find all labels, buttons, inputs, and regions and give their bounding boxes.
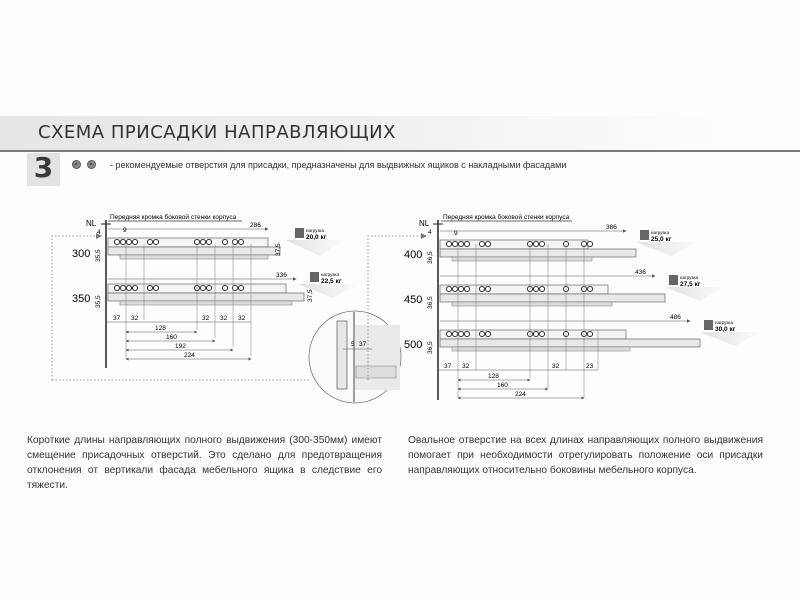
weight-icon: [669, 275, 678, 285]
slide-rail-body: [440, 249, 636, 257]
slide-height: 36,5: [427, 251, 434, 264]
slide-height: 35,5: [95, 249, 102, 262]
load-value: 30,0 кг: [715, 326, 736, 333]
side-height: 37,5: [307, 289, 314, 302]
mounting-hole-icon: [479, 286, 484, 291]
mounting-hole-icon: [153, 239, 158, 244]
slide-rail-bottom: [452, 257, 592, 261]
mounting-hole-icon: [206, 239, 211, 244]
arrow-icon: [421, 233, 427, 239]
load-label: нагрузка: [306, 228, 324, 233]
slide-length: 400: [404, 249, 423, 261]
slide-rail-bottom: [120, 301, 292, 305]
mounting-hole-icon: [238, 239, 243, 244]
mounting-hole-icon: [147, 239, 152, 244]
mounting-hole-icon: [446, 331, 451, 336]
slide-rail-bottom: [452, 347, 630, 351]
detail-slide: [356, 366, 396, 378]
cum-dim-label: 128: [488, 373, 499, 380]
mounting-hole-icon: [147, 285, 152, 290]
slide-length: 300: [72, 248, 91, 260]
mounting-hole-icon: [485, 331, 490, 336]
load-arrow-icon: [285, 240, 345, 256]
nl-label: NL: [86, 219, 97, 228]
mounting-hole-icon: [587, 241, 592, 246]
slide-rail-body: [108, 293, 304, 301]
offset-top-label: 4: [97, 229, 101, 236]
mounting-hole-icon: [446, 241, 451, 246]
dim-label: 32: [462, 363, 470, 370]
load-value: 25,0 кг: [651, 236, 672, 243]
weight-icon: [704, 320, 713, 330]
mounting-hole-icon: [153, 285, 158, 290]
detail-magnifier: [52, 311, 401, 403]
cabinet-side: [355, 325, 400, 390]
side-height: 37,5: [275, 243, 282, 256]
cum-dim-label: 224: [515, 391, 526, 398]
bottom-dims: [106, 315, 251, 359]
travel-label: 286: [250, 222, 261, 229]
dim-label: 32: [238, 315, 246, 322]
dim-label: 32: [552, 363, 560, 370]
cum-dim-label: 160: [497, 382, 508, 389]
slide-height: 36,5: [427, 296, 434, 309]
nl-label: NL: [419, 219, 430, 228]
mounting-hole-icon: [479, 241, 484, 246]
cum-dim-label: 128: [155, 325, 166, 332]
slide-length: 350: [72, 293, 91, 305]
detail-offset-b: 37: [359, 341, 367, 348]
slide-height: 35,5: [95, 295, 102, 308]
weight-icon: [310, 272, 319, 282]
mounting-hole-icon: [114, 285, 119, 290]
mounting-hole-icon: [132, 239, 137, 244]
mounting-hole-icon: [587, 286, 592, 291]
front-edge-label: Передняя кромка боковой стенки корпуса: [443, 214, 570, 221]
facade-panel: [337, 321, 347, 389]
mounting-hole-icon: [464, 241, 469, 246]
dim-label: 37: [113, 315, 121, 322]
dim-label: 32: [131, 315, 139, 322]
dim-label: 37: [444, 363, 452, 370]
mounting-hole-icon: [464, 331, 469, 336]
mounting-hole-icon: [200, 239, 205, 244]
mounting-hole-icon: [479, 331, 484, 336]
mounting-hole-icon: [132, 285, 137, 290]
travel-label: 336: [276, 272, 287, 279]
load-value: 20,0 кг: [306, 234, 327, 241]
cum-dim-label: 192: [175, 343, 186, 350]
right-diagram: [368, 213, 760, 400]
load-label: нагрузка: [715, 320, 733, 325]
travel-label: 386: [606, 224, 617, 231]
step-number: 3: [33, 151, 54, 184]
mounting-hole-icon: [126, 239, 131, 244]
hole-pitch-label: 9: [123, 227, 127, 234]
mounting-hole-icon: [587, 331, 592, 336]
paragraph-oval-hole: Овальное отверстие на всех длинах направляющих полного выдвижения помогает при необходимости отрегулировать положение оси присадки направляющих относительно боковины мебельного корпуса.: [408, 435, 763, 476]
mounting-hole-icon: [458, 286, 463, 291]
mounting-hole-icon: [206, 285, 211, 290]
mounting-hole-icon: [120, 239, 125, 244]
slide-350: [72, 272, 314, 308]
left-diagram: [52, 213, 401, 403]
mounting-hole-icon: [222, 285, 227, 290]
mounting-hole-icon: [464, 286, 469, 291]
slide-rail-bottom: [120, 255, 268, 259]
mounting-hole-icon: [485, 241, 490, 246]
slide-rail-body: [108, 247, 280, 255]
travel-label: 486: [670, 314, 681, 321]
mounting-hole-icon: [194, 239, 199, 244]
dim-label: 23: [586, 363, 594, 370]
mounting-hole-icon: [539, 286, 544, 291]
slide-300: [72, 222, 282, 262]
load-arrow-icon: [700, 332, 760, 346]
mounting-hole-icon: [200, 285, 205, 290]
mounting-hole-icon: [539, 241, 544, 246]
cum-dim-label: 224: [184, 352, 195, 359]
mounting-hole-icon: [222, 239, 227, 244]
mounting-hole-icon: [533, 331, 538, 336]
travel-label: 436: [635, 269, 646, 276]
weight-icon: [295, 228, 304, 238]
mounting-hole-icon: [126, 285, 131, 290]
load-label: нагрузка: [321, 272, 339, 277]
mounting-hole-icon: [485, 286, 490, 291]
hole-pitch-label: 9: [454, 230, 458, 237]
mounting-hole-icon: [539, 331, 544, 336]
load-value: 27,5 кг: [680, 281, 701, 288]
mounting-hole-icon: [452, 241, 457, 246]
load-badge: [285, 228, 345, 256]
mounting-hole-icon: [114, 239, 119, 244]
detail-offset-a: 5: [351, 341, 355, 348]
load-arrow-icon: [636, 242, 696, 256]
slide-height: 36,5: [427, 341, 434, 354]
offset-top-label: 4: [428, 229, 432, 236]
mounting-hole-icon: [232, 239, 237, 244]
dim-label: 32: [220, 315, 228, 322]
paragraph-short-slides: Короткие длины направляющих полного выдвижения (300-350мм) имеют смещение присадочных отверстий. Это сделано для предотвращения отклонения от вертикали фасада мебельного ящика в следствие его тяжести.: [27, 435, 382, 491]
mounting-hole-icon: [120, 285, 125, 290]
load-label: нагрузка: [680, 275, 698, 280]
mounting-hole-icon: [446, 286, 451, 291]
dim-label: 32: [202, 315, 210, 322]
slide-length: 500: [404, 339, 423, 351]
slide-rail-body: [440, 294, 665, 302]
load-value: 22,5 кг: [321, 278, 342, 285]
mounting-hole-icon: [458, 331, 463, 336]
load-label: нагрузка: [651, 230, 669, 235]
slide-length: 450: [404, 294, 423, 306]
mounting-hole-icon: [452, 286, 457, 291]
cum-dim-label: 160: [166, 334, 177, 341]
bottom-dims: [438, 363, 598, 398]
mounting-hole-icon: [533, 286, 538, 291]
mounting-hole-icon: [458, 241, 463, 246]
front-edge-label: Передняя кромка боковой стенки корпуса: [110, 214, 237, 221]
mounting-hole-icon: [452, 331, 457, 336]
slide-rail-body: [440, 339, 700, 347]
weight-icon: [640, 230, 649, 240]
mounting-hole-icon: [533, 241, 538, 246]
legend-text: - рекомендуемые отверстия для присадки, предназначены для выдвижных ящиков с накладными фасадами: [110, 160, 567, 170]
load-arrow-icon: [665, 287, 725, 301]
mounting-hole-icon: [238, 285, 243, 290]
page-title: СХЕМА ПРИСАДКИ НАПРАВЛЯЮЩИХ: [38, 122, 396, 143]
